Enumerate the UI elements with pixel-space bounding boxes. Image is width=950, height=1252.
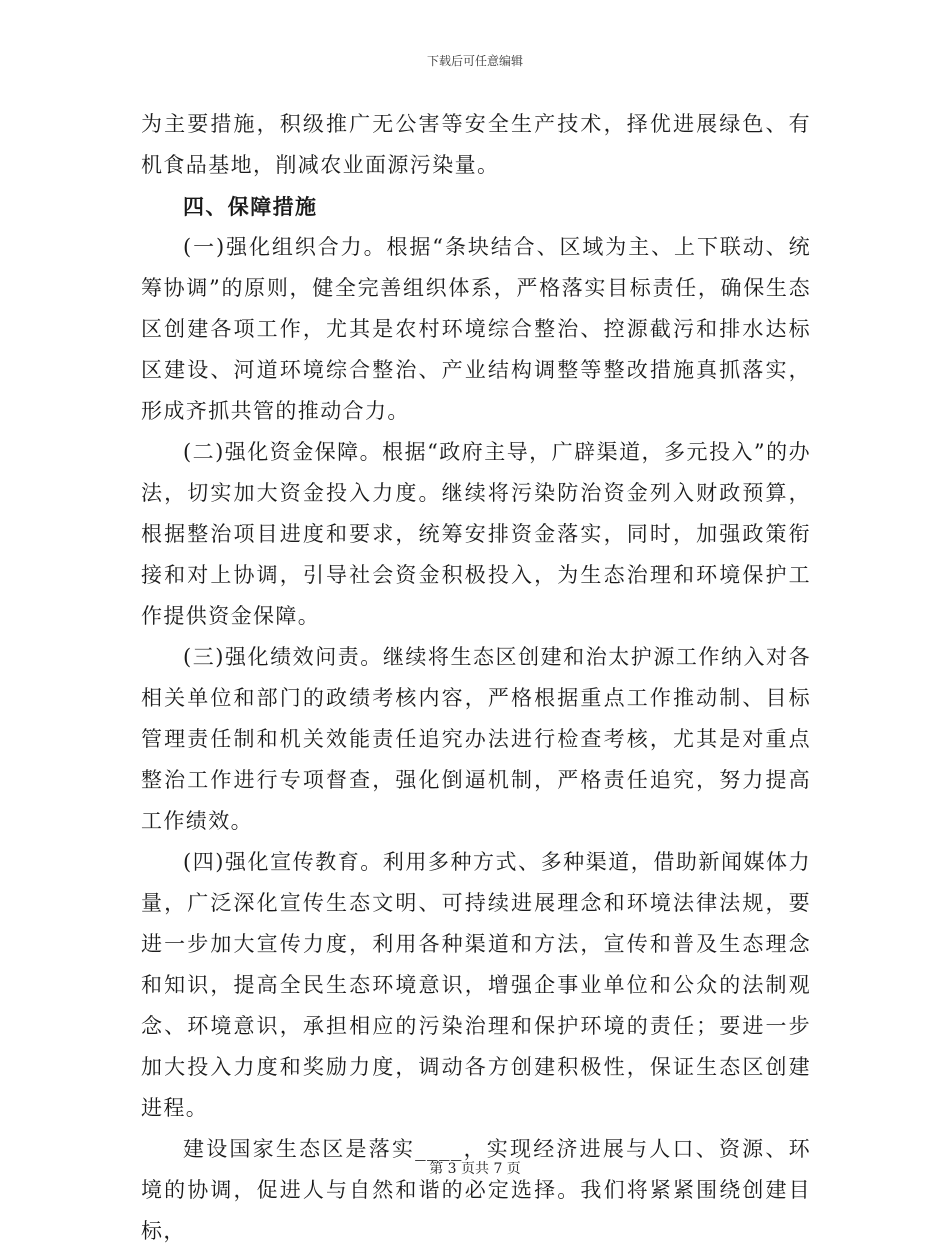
paragraph-accountability: (三)强化绩效问责。继续将生态区创建和治太护源工作纳入对各相关单位和部门的政绩考核内容，严格根据重点工作推动制、目标管理责任制和机关效能责任追究办法进行检查考核，尤其是对重点整治工作进行专项督查，强化倒逼机制，严格责任追究，努力提高工作绩效。 bbox=[141, 645, 811, 833]
paragraph-publicity: (四)强化宣传教育。利用多种方式、多种渠道，借助新闻媒体力量，广泛深化宣传生态文明、可持续进展理念和环境法律法规，要进一步加大宣传力度，利用各种渠道和方法，宣传和普及生态理念和知识，提高全民生态环境意识，增强企事业单位和公众的法制观念、环境意识，承担相应的污染治理和保护环境的责任；要进一步加大投入力度和奖励力度，调动各方创建积极性，保证生态区创建进程。 bbox=[141, 850, 811, 1120]
paragraph-conclusion: 建设国家生态区是落实____，实现经济进展与人口、资源、环境的协调，促进人与自然和谐的必定选择。我们将紧紧围绕创建目标， bbox=[141, 1137, 811, 1243]
paragraph-organization: (一)强化组织合力。根据“条块结合、区域为主、上下联动、统筹协调”的原则，健全完善组织体系，严格落实目标责任，确保生态区创建各项工作，尤其是农村环境综合整治、控源截污和排水达标区建设、河道环境综合整治、产业结构调整等整改措施真抓落实，形成齐抓共管的推动合力。 bbox=[141, 235, 811, 423]
paragraph-funding: (二)强化资金保障。根据“政府主导，广辟渠道，多元投入”的办法，切实加大资金投入力度。继续将污染防治资金列入财政预算，根据整治项目进度和要求，统筹安排资金落实，同时，加强政策衔接和对上协调，引导社会资金积极投入，为生态治理和环境保护工作提供资金保障。 bbox=[141, 440, 811, 628]
paragraph-continuation: 为主要措施，积级推广无公害等安全生产技术，择优进展绿色、有机食品基地，削减农业面源污染量。 bbox=[141, 112, 811, 177]
page-header: 下载后可任意编辑 bbox=[426, 54, 523, 68]
page-footer: 第 3 页共 7 页 bbox=[429, 1161, 521, 1177]
section-heading: 四、保障措施 bbox=[183, 194, 318, 219]
document-body bbox=[141, 104, 811, 1252]
